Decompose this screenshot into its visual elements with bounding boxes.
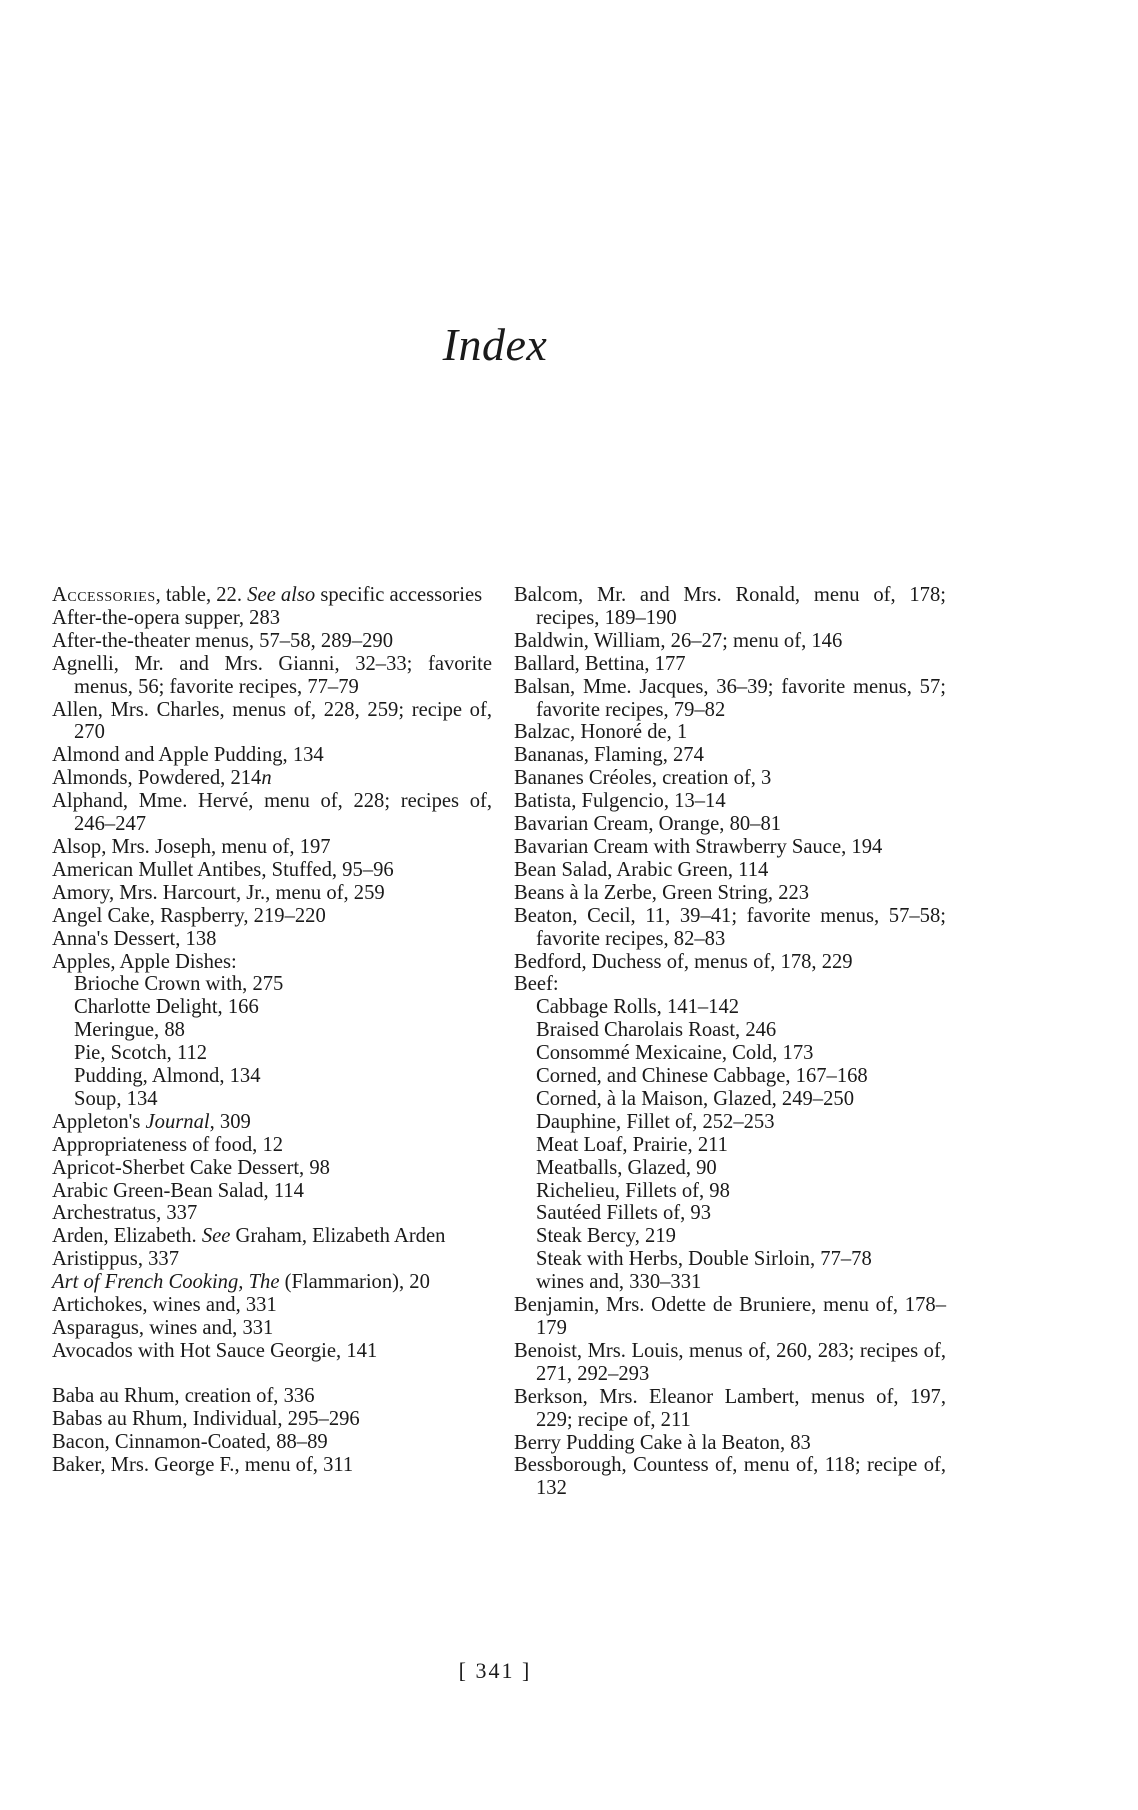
index-subentry bbox=[514, 1042, 946, 1065]
index-entry bbox=[52, 1271, 492, 1294]
index-entry bbox=[52, 882, 492, 905]
entry-text: specific accessories bbox=[315, 584, 483, 606]
entry-heading: Accessories bbox=[52, 584, 156, 606]
entry-text: Benjamin, Mrs. Odette de Bruniere, menu of, 178–179 bbox=[514, 1294, 946, 1339]
index-entry bbox=[514, 653, 946, 676]
index-subentry bbox=[514, 1180, 946, 1203]
entry-text: Almonds, Powdered, 214 bbox=[52, 767, 262, 790]
index-subentry bbox=[514, 1225, 946, 1248]
entry-text: Appropriateness of food, 12 bbox=[52, 1133, 284, 1156]
page-title: Index bbox=[442, 319, 548, 370]
index-entry bbox=[52, 1248, 492, 1271]
entry-text: Baba au Rhum, creation of, 336 bbox=[52, 1384, 315, 1407]
index-entry bbox=[52, 951, 492, 974]
entry-text: Meatballs, Glazed, 90 bbox=[536, 1156, 717, 1179]
index-subentry bbox=[52, 973, 492, 996]
index-subentry bbox=[514, 1111, 946, 1134]
entry-text: Apricot-Sherbet Cake Dessert, 98 bbox=[52, 1156, 330, 1179]
entry-text: Batista, Fulgencio, 13–14 bbox=[514, 790, 726, 813]
index-entry bbox=[514, 630, 946, 653]
index-entry bbox=[52, 744, 492, 767]
entry-text: Alphand, Mme. Hervé, menu of, 228; recipes of, 246–247 bbox=[52, 790, 492, 836]
index-entry bbox=[514, 1294, 946, 1340]
entry-text: Bacon, Cinnamon-Coated, 88–89 bbox=[52, 1430, 328, 1453]
entry-text: Graham, Elizabeth Arden bbox=[230, 1225, 446, 1248]
index-entry bbox=[514, 790, 946, 813]
entry-text: After-the-opera supper, 283 bbox=[52, 606, 281, 629]
index-entry bbox=[514, 882, 946, 905]
entry-text: Richelieu, Fillets of, 98 bbox=[536, 1179, 730, 1202]
entry-text: Bedford, Duchess of, menus of, 178, 229 bbox=[514, 950, 853, 973]
index-subentry bbox=[514, 1134, 946, 1157]
entry-text: Dauphine, Fillet of, 252–253 bbox=[536, 1110, 775, 1133]
entry-text: Asparagus, wines and, 331 bbox=[52, 1317, 274, 1339]
entry-text: Beef: bbox=[514, 973, 559, 996]
page-number: [ 341 ] bbox=[458, 1658, 532, 1683]
entry-text: Appleton's bbox=[52, 1110, 146, 1133]
entry-text: Bananes Créoles, creation of, 3 bbox=[514, 767, 772, 790]
entry-text: Alsop, Mrs. Joseph, menu of, 197 bbox=[52, 835, 331, 858]
entry-text: , table, 22. bbox=[155, 584, 248, 606]
entry-text: Babas au Rhum, Individual, 295–296 bbox=[52, 1407, 360, 1430]
entry-text: Meringue, 88 bbox=[74, 1019, 185, 1042]
entry-text: Avocados with Hot Sauce Georgie, 141 bbox=[52, 1339, 378, 1362]
index-entry bbox=[52, 1317, 492, 1340]
index-subentry bbox=[52, 1088, 492, 1111]
entry-text: Pie, Scotch, 112 bbox=[74, 1042, 208, 1065]
index-column-right bbox=[514, 584, 946, 1500]
entry-text: Bavarian Cream with Strawberry Sauce, 194 bbox=[514, 835, 883, 858]
index-entry bbox=[52, 1157, 492, 1180]
index-entry bbox=[52, 1180, 492, 1203]
entry-text: Apples, Apple Dishes: bbox=[52, 950, 237, 973]
entry-text: Steak with Herbs, Double Sirloin, 77–78 bbox=[536, 1248, 872, 1271]
index-entry bbox=[52, 767, 492, 790]
index-entry bbox=[52, 905, 492, 928]
entry-note-marker: n bbox=[261, 767, 272, 790]
index-entry bbox=[514, 1432, 946, 1455]
entry-text: Berry Pudding Cake à la Beaton, 83 bbox=[514, 1431, 811, 1454]
entry-text: Corned, à la Maison, Glazed, 249–250 bbox=[536, 1087, 854, 1110]
entry-text: Beaton, Cecil, 11, 39–41; favorite menus, 57–58; favorite recipes, 82–83 bbox=[514, 904, 946, 950]
entry-text: Bavarian Cream, Orange, 80–81 bbox=[514, 813, 782, 836]
entry-text: Baker, Mrs. George F., menu of, 311 bbox=[52, 1453, 354, 1476]
entry-text: Archestratus, 337 bbox=[52, 1202, 198, 1225]
entry-italic: Art of French Cooking, The bbox=[52, 1271, 280, 1294]
index-entry bbox=[52, 699, 492, 745]
entry-text: Agnelli, Mr. and Mrs. Gianni, 32–33; favorite menus, 56; favorite recipes, 77–79 bbox=[52, 652, 492, 698]
entry-text: After-the-theater menus, 57–58, 289–290 bbox=[52, 629, 394, 652]
entry-text: Balcom, Mr. and Mrs. Ronald, menu of, 178; recipes, 189–190 bbox=[514, 584, 946, 629]
index-entry bbox=[514, 767, 946, 790]
index-entry bbox=[52, 630, 492, 653]
entry-text: Steak Bercy, 219 bbox=[536, 1225, 676, 1248]
index-entry bbox=[52, 1134, 492, 1157]
entry-text: Meat Loaf, Prairie, 211 bbox=[536, 1133, 728, 1156]
index-entry bbox=[52, 1408, 492, 1431]
entry-text: Artichokes, wines and, 331 bbox=[52, 1294, 277, 1317]
index-entry bbox=[52, 928, 492, 951]
entry-text: Pudding, Almond, 134 bbox=[74, 1065, 261, 1088]
index-entry bbox=[514, 1454, 946, 1500]
index-subentry bbox=[52, 996, 492, 1019]
entry-see-also: See also bbox=[247, 584, 316, 606]
entry-italic: Journal bbox=[145, 1110, 210, 1133]
index-entry bbox=[514, 859, 946, 882]
entry-text: Soup, 134 bbox=[74, 1087, 158, 1110]
index-subentry bbox=[52, 1065, 492, 1088]
index-entry bbox=[52, 836, 492, 859]
entry-text: Allen, Mrs. Charles, menus of, 228, 259; recipe of, 270 bbox=[52, 698, 492, 744]
entry-text: Charlotte Delight, 166 bbox=[74, 996, 259, 1019]
index-subentry bbox=[514, 1271, 946, 1294]
entry-text: Amory, Mrs. Harcourt, Jr., menu of, 259 bbox=[52, 881, 385, 904]
entry-text: Bananas, Flaming, 274 bbox=[514, 744, 704, 767]
index-entry bbox=[514, 1340, 946, 1386]
index-entry bbox=[52, 584, 492, 607]
index-subentry bbox=[514, 1157, 946, 1180]
index-entry bbox=[52, 1225, 492, 1248]
entry-text: Beans à la Zerbe, Green String, 223 bbox=[514, 881, 810, 904]
index-entry bbox=[52, 859, 492, 882]
index-entry bbox=[52, 607, 492, 630]
index-subentry bbox=[514, 1202, 946, 1225]
entry-text: Angel Cake, Raspberry, 219–220 bbox=[52, 904, 326, 927]
entry-text: Almond and Apple Pudding, 134 bbox=[52, 744, 324, 767]
index-entry bbox=[514, 584, 946, 630]
index-subentry bbox=[514, 1088, 946, 1111]
index-entry bbox=[514, 813, 946, 836]
index-subentry bbox=[52, 1019, 492, 1042]
entry-text: American Mullet Antibes, Stuffed, 95–96 bbox=[52, 858, 394, 881]
entry-italic: See bbox=[201, 1225, 231, 1248]
index-entry bbox=[52, 1454, 492, 1477]
entry-text: Balsan, Mme. Jacques, 36–39; favorite menus, 57; favorite recipes, 79–82 bbox=[514, 675, 946, 721]
index-subentry bbox=[52, 1042, 492, 1065]
entry-text: Bessborough, Countess of, menu of, 118; recipe of, 132 bbox=[514, 1454, 946, 1500]
entry-text: wines and, 330–331 bbox=[536, 1271, 702, 1294]
index-subentry bbox=[514, 1065, 946, 1088]
entry-text: Cabbage Rolls, 141–142 bbox=[536, 996, 740, 1019]
index-entry bbox=[52, 1111, 492, 1134]
entry-text: , 309 bbox=[209, 1110, 251, 1133]
index-subentry bbox=[514, 996, 946, 1019]
index-entry bbox=[514, 721, 946, 744]
entry-text: Consommé Mexicaine, Cold, 173 bbox=[536, 1042, 814, 1065]
entry-text: Brioche Crown with, 275 bbox=[74, 973, 284, 996]
index-subentry bbox=[514, 1248, 946, 1271]
index-subentry bbox=[514, 1019, 946, 1042]
entry-text: Corned, and Chinese Cabbage, 167–168 bbox=[536, 1065, 868, 1088]
index-entry bbox=[52, 790, 492, 836]
index-entry bbox=[514, 973, 946, 996]
index-entry bbox=[52, 1294, 492, 1317]
entry-text: (Flammarion), 20 bbox=[279, 1271, 430, 1294]
entry-text: Braised Charolais Roast, 246 bbox=[536, 1019, 777, 1042]
index-entry bbox=[52, 1431, 492, 1454]
index-entry bbox=[52, 1340, 492, 1363]
entry-text: Arden, Elizabeth. bbox=[52, 1225, 202, 1248]
entry-text: Arabic Green-Bean Salad, 114 bbox=[52, 1179, 304, 1202]
index-entry bbox=[52, 1202, 492, 1225]
index-entry bbox=[514, 744, 946, 767]
index-entry bbox=[52, 653, 492, 699]
entry-text: Bean Salad, Arabic Green, 114 bbox=[514, 858, 769, 881]
index-entry bbox=[514, 836, 946, 859]
index-entry bbox=[52, 1385, 492, 1408]
index-entry bbox=[514, 1386, 946, 1432]
entry-text: Aristippus, 337 bbox=[52, 1248, 180, 1271]
entry-text: Benoist, Mrs. Louis, menus of, 260, 283; recipes of, 271, 292–293 bbox=[514, 1339, 946, 1385]
entry-text: Anna's Dessert, 138 bbox=[52, 927, 217, 950]
index-column-left bbox=[52, 584, 492, 1476]
entry-text: Baldwin, William, 26–27; menu of, 146 bbox=[514, 629, 843, 652]
entry-text: Ballard, Bettina, 177 bbox=[514, 652, 686, 675]
index-entry bbox=[514, 676, 946, 722]
index-entry bbox=[514, 905, 946, 951]
entry-text: Berkson, Mrs. Eleanor Lambert, menus of, 197, 229; recipe of, 211 bbox=[514, 1385, 946, 1431]
entry-text: Sautéed Fillets of, 93 bbox=[536, 1202, 712, 1225]
index-entry bbox=[514, 951, 946, 974]
entry-text: Balzac, Honoré de, 1 bbox=[514, 721, 688, 744]
